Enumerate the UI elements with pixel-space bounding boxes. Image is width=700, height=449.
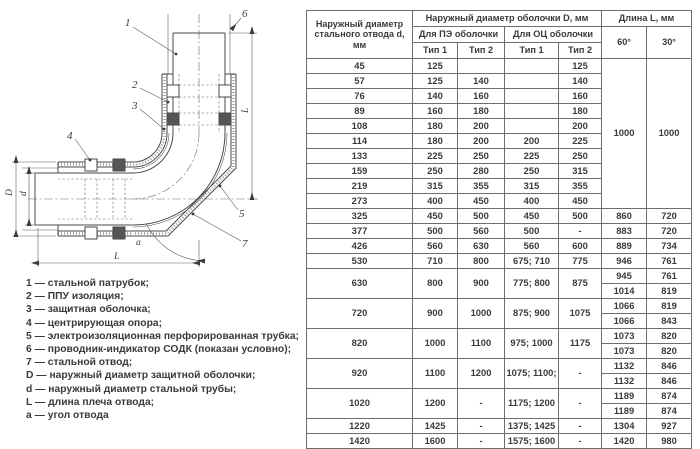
spec-table-head: [307, 11, 692, 59]
table-cell: 225: [559, 134, 602, 149]
table-cell: [505, 119, 559, 134]
table-cell: -: [559, 419, 602, 434]
table-cell: 57: [307, 74, 413, 89]
legend-item: 5 — электроизоляционная перфорированная трубка;: [26, 330, 299, 342]
table-cell: 945: [602, 269, 647, 284]
table-row: [307, 434, 692, 449]
table-cell: 1220: [307, 419, 413, 434]
table-cell: 450: [413, 209, 458, 224]
table-cell: [505, 74, 559, 89]
table-cell: 846: [647, 359, 692, 374]
table-cell: 630: [458, 239, 505, 254]
callout-2: [132, 79, 169, 103]
table-cell: 180: [413, 119, 458, 134]
table-cell: 1066: [602, 299, 647, 314]
table-cell: 1375; 1425: [505, 419, 559, 434]
callout-6: [232, 8, 248, 29]
table-cell: 761: [647, 254, 692, 269]
table-cell: 315: [559, 164, 602, 179]
table-row: [307, 269, 692, 284]
table-cell: 133: [307, 149, 413, 164]
table-row: [307, 59, 692, 74]
table-cell: 875: [559, 269, 602, 299]
table-row: [307, 254, 692, 269]
table-cell: 114: [307, 134, 413, 149]
legend-item: 6 — проводник-индикатор СОДК (показан условно);: [26, 344, 292, 356]
table-cell: 200: [505, 134, 559, 149]
table-cell: 125: [413, 74, 458, 89]
table-cell: 200: [458, 134, 505, 149]
table-row: [307, 359, 692, 374]
table-cell: 1200: [458, 359, 505, 389]
table-cell: 225: [413, 149, 458, 164]
header-type2-pe: Тип 2: [458, 43, 505, 59]
table-cell: -: [559, 224, 602, 239]
table-cell: -: [458, 434, 505, 449]
table-cell: 874: [647, 404, 692, 419]
table-cell: 860: [602, 209, 647, 224]
table-cell: 1304: [602, 419, 647, 434]
table-cell: 250: [505, 164, 559, 179]
table-cell: -: [458, 389, 505, 419]
header-pe-shell: Для ПЭ оболочки: [413, 27, 505, 43]
table-cell: [505, 89, 559, 104]
table-row: [307, 239, 692, 254]
table-cell: 1000: [647, 59, 692, 209]
callout-3: [131, 100, 165, 130]
table-cell: [505, 104, 559, 119]
table-cell: 819: [647, 299, 692, 314]
callout-5: [219, 185, 245, 220]
callout-4: [67, 130, 91, 161]
table-header-row: [307, 11, 692, 27]
spec-table-container: [306, 10, 692, 449]
table-cell: 1000: [413, 329, 458, 359]
table-cell: 720: [307, 299, 413, 329]
header-30deg: 30°: [647, 27, 692, 59]
table-cell: 1020: [307, 389, 413, 419]
header-type1-oc: Тип 1: [505, 43, 559, 59]
table-cell: 720: [647, 209, 692, 224]
table-cell: 160: [458, 89, 505, 104]
table-cell: 450: [505, 209, 559, 224]
legend-item: d — наружный диаметр стальной трубы;: [26, 383, 237, 395]
table-cell: 927: [647, 419, 692, 434]
table-cell: 775: [559, 254, 602, 269]
table-cell: 560: [413, 239, 458, 254]
header-shell-diameter-group: Наружный диаметр оболочки D, мм: [413, 11, 602, 27]
table-cell: 819: [647, 284, 692, 299]
callout-6-label: 6: [242, 8, 248, 20]
table-cell: 1575; 1600: [505, 434, 559, 449]
table-cell: -: [559, 359, 602, 389]
table-cell: -: [458, 419, 505, 434]
table-cell: 200: [559, 119, 602, 134]
callout-5-label: 5: [239, 208, 245, 220]
table-cell: 560: [458, 224, 505, 239]
dim-label-L-right: L: [241, 107, 251, 113]
legend-list: [26, 277, 299, 422]
table-cell: 219: [307, 179, 413, 194]
table-cell: 1000: [458, 299, 505, 329]
table-cell: 125: [413, 59, 458, 74]
legend-item: a — угол отвода: [26, 410, 109, 422]
table-cell: -: [559, 389, 602, 419]
dim-label-D: D: [5, 189, 15, 196]
table-cell: 400: [413, 194, 458, 209]
table-row: [307, 419, 692, 434]
table-cell: 800: [413, 269, 458, 299]
table-cell: 874: [647, 389, 692, 404]
table-cell: 1066: [602, 314, 647, 329]
table-row: [307, 299, 692, 314]
table-cell: 946: [602, 254, 647, 269]
legend-item: D — наружный диаметр защитной оболочки;: [26, 370, 256, 382]
table-cell: 820: [307, 329, 413, 359]
table-cell: 980: [647, 434, 692, 449]
table-cell: 820: [647, 329, 692, 344]
table-row: [307, 224, 692, 239]
table-cell: 160: [413, 104, 458, 119]
table-cell: 140: [458, 74, 505, 89]
callout-1-label: 1: [125, 17, 131, 29]
table-cell: 1200: [413, 389, 458, 419]
table-cell: 140: [559, 74, 602, 89]
table-cell: 315: [505, 179, 559, 194]
table-row: [307, 389, 692, 404]
table-cell: 250: [458, 149, 505, 164]
spec-table-body: [307, 59, 692, 449]
table-cell: 273: [307, 194, 413, 209]
legend-item: L — длина плеча отвода;: [26, 396, 155, 408]
table-cell: 500: [505, 224, 559, 239]
table-cell: 630: [307, 269, 413, 299]
table-cell: 400: [505, 194, 559, 209]
table-cell: 377: [307, 224, 413, 239]
table-cell: 140: [413, 89, 458, 104]
header-length-group: Длина L, мм: [602, 11, 692, 27]
table-cell: 355: [559, 179, 602, 194]
table-cell: [458, 59, 505, 74]
table-cell: 734: [647, 239, 692, 254]
header-60deg: 60°: [602, 27, 647, 59]
table-row: [307, 329, 692, 344]
table-cell: 975; 1000: [505, 329, 559, 359]
legend-item: 3 — защитная оболочка;: [26, 304, 151, 316]
header-type1-pe: Тип 1: [413, 43, 458, 59]
table-cell: 1073: [602, 344, 647, 359]
table-cell: 800: [458, 254, 505, 269]
table-cell: 1014: [602, 284, 647, 299]
table-cell: 225: [505, 149, 559, 164]
table-cell: 1132: [602, 374, 647, 389]
table-cell: 875; 900: [505, 299, 559, 329]
table-cell: [505, 59, 559, 74]
table-cell: 920: [307, 359, 413, 389]
table-cell: 1132: [602, 359, 647, 374]
table-cell: 600: [559, 239, 602, 254]
table-cell: 280: [458, 164, 505, 179]
table-cell: 1075: [559, 299, 602, 329]
table-cell: 761: [647, 269, 692, 284]
elbow-bend: [133, 133, 236, 236]
table-cell: 45: [307, 59, 413, 74]
legend-item: 4 — центрирующая опора;: [26, 317, 163, 329]
table-cell: 325: [307, 209, 413, 224]
table-cell: 355: [458, 179, 505, 194]
table-cell: 843: [647, 314, 692, 329]
table-cell: 500: [413, 224, 458, 239]
legend-item: 1 — стальной патрубок;: [26, 278, 149, 289]
table-cell: 159: [307, 164, 413, 179]
table-cell: 560: [505, 239, 559, 254]
table-cell: 675; 710: [505, 254, 559, 269]
centerlines: [28, 14, 258, 199]
table-row: [307, 209, 692, 224]
table-cell: 250: [413, 164, 458, 179]
table-cell: 1073: [602, 329, 647, 344]
table-cell: 89: [307, 104, 413, 119]
table-cell: 775; 800: [505, 269, 559, 299]
callout-1: [125, 17, 177, 55]
header-oc-shell: Для ОЦ оболочки: [505, 27, 602, 43]
table-cell: 76: [307, 89, 413, 104]
table-cell: 900: [458, 269, 505, 299]
callout-4-label: 4: [67, 130, 73, 142]
table-cell: 1189: [602, 404, 647, 419]
table-cell: 1600: [413, 434, 458, 449]
table-cell: 426: [307, 239, 413, 254]
spec-table: [306, 10, 692, 449]
table-cell: 1425: [413, 419, 458, 434]
table-cell: 500: [458, 209, 505, 224]
legend-item: 2 — ППУ изоляция;: [26, 291, 124, 303]
dim-label-L-bottom: L: [114, 252, 120, 262]
table-cell: 1175; 1200: [505, 389, 559, 419]
dim-label-angle: a: [136, 238, 141, 248]
table-cell: 180: [413, 134, 458, 149]
table-cell: 1189: [602, 389, 647, 404]
table-cell: 710: [413, 254, 458, 269]
elbow-technical-drawing: [0, 0, 305, 276]
dim-label-d: d: [19, 191, 29, 196]
table-cell: 1100: [458, 329, 505, 359]
table-cell: 180: [458, 104, 505, 119]
table-cell: 1420: [602, 434, 647, 449]
table-cell: 315: [413, 179, 458, 194]
table-cell: 1075; 1100;: [505, 359, 559, 389]
callout-7-label: 7: [242, 238, 248, 250]
table-cell: 450: [559, 194, 602, 209]
table-cell: 450: [458, 194, 505, 209]
table-cell: 883: [602, 224, 647, 239]
table-cell: 500: [559, 209, 602, 224]
table-cell: 200: [458, 119, 505, 134]
table-cell: 1100: [413, 359, 458, 389]
table-cell: 108: [307, 119, 413, 134]
table-cell: 889: [602, 239, 647, 254]
table-cell: 250: [559, 149, 602, 164]
table-cell: 720: [647, 224, 692, 239]
table-cell: 160: [559, 89, 602, 104]
header-steel-diameter: Наружный диаметр стального отвода d, мм: [307, 11, 413, 59]
table-cell: -: [559, 434, 602, 449]
callout-3-label: 3: [132, 100, 138, 112]
table-cell: 1000: [602, 59, 647, 209]
table-cell: 846: [647, 374, 692, 389]
table-cell: 1175: [559, 329, 602, 359]
callout-2-label: 2: [132, 79, 138, 91]
table-cell: 820: [647, 344, 692, 359]
table-cell: 180: [559, 104, 602, 119]
table-cell: 530: [307, 254, 413, 269]
legend-item: 7 — стальной отвод;: [26, 357, 133, 369]
table-cell: 900: [413, 299, 458, 329]
table-cell: 125: [559, 59, 602, 74]
table-cell: 1420: [307, 434, 413, 449]
header-type2-oc: Тип 2: [559, 43, 602, 59]
